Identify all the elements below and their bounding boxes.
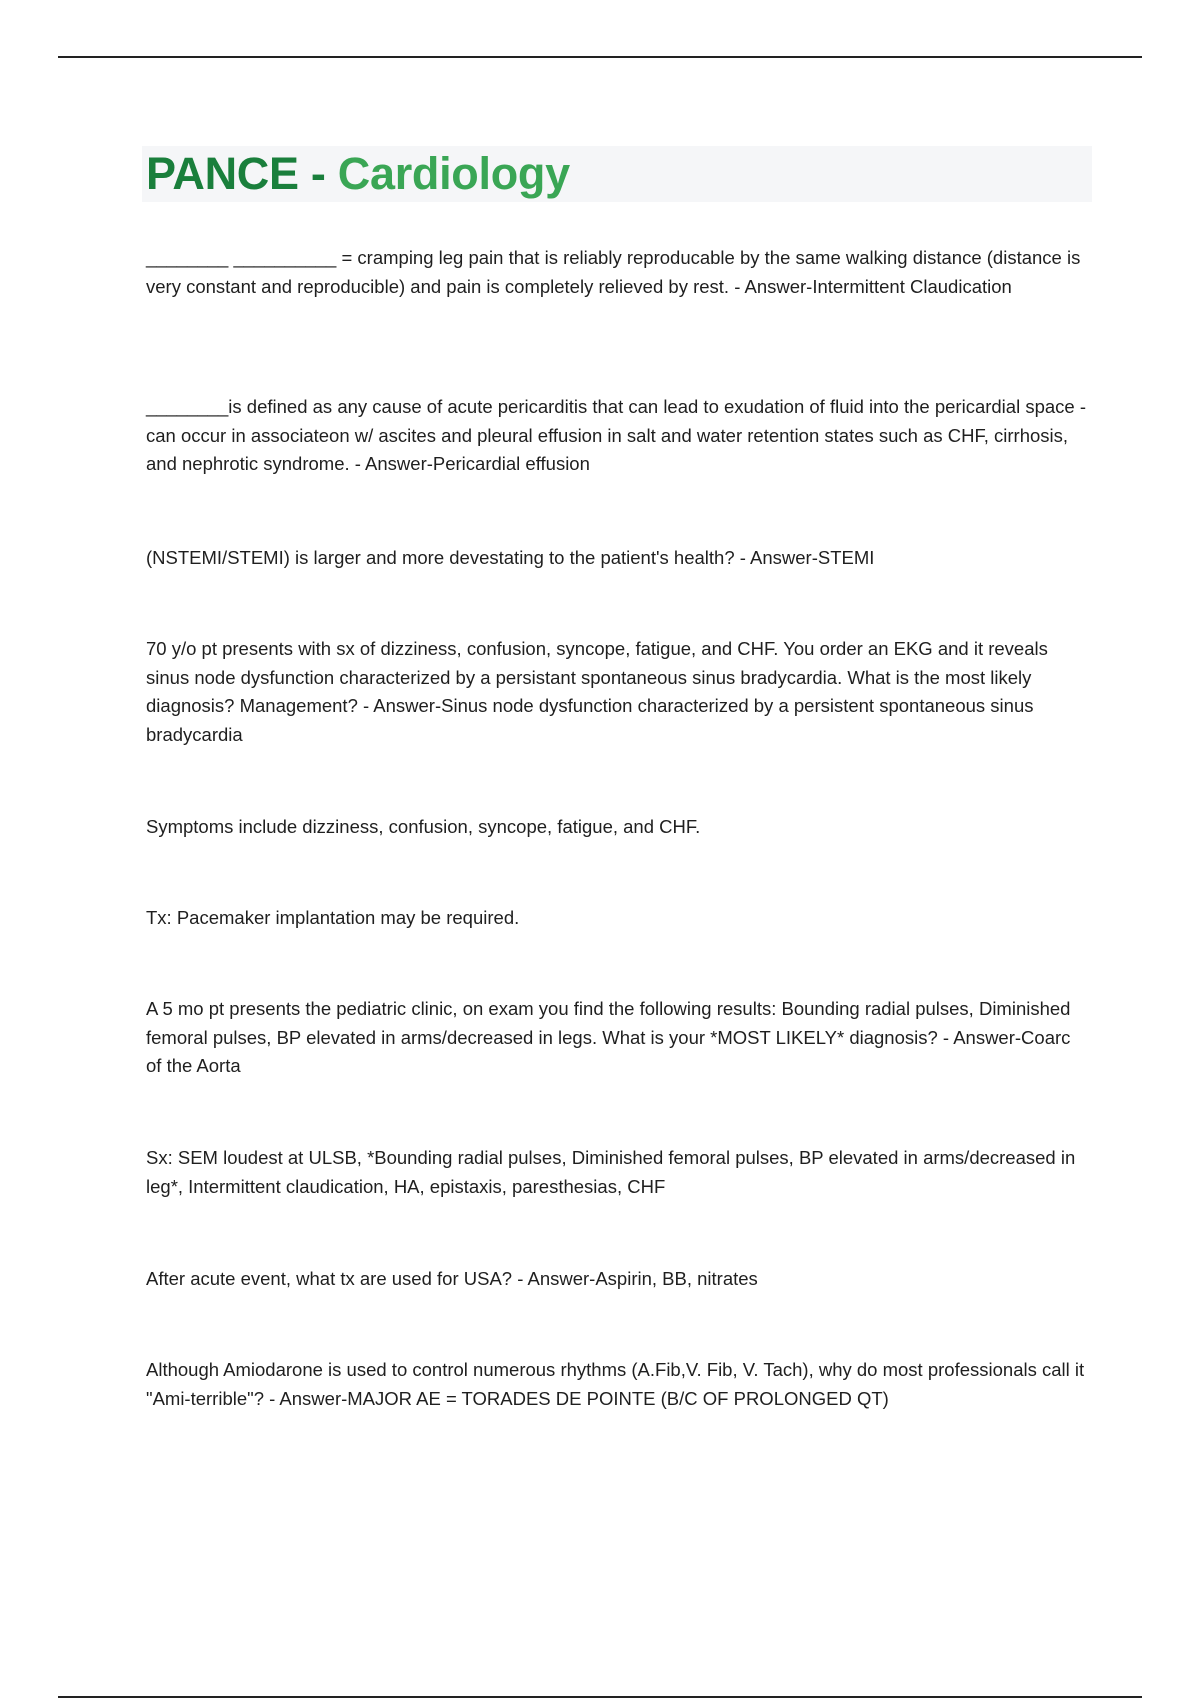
title-topic: Cardiology (337, 148, 570, 199)
flashcard-entry: 70 y/o pt presents with sx of dizziness, confusion, syncope, fatigue, and CHF. You order an EKG and it reveals sinus node dysfunction characterized by a persistant spontaneous sinus bradycardia. What is the most likely diagnosis? Management? - Answer-Sinus node dysfunction characterized by a persistent spontaneous sinus bradycardia (146, 638, 1048, 745)
title-separator: - (298, 148, 338, 199)
flashcard-entry: ________is defined as any cause of acute pericarditis that can lead to exudation of fluid into the pericardial space - can occur in associateon w/ ascites and pleural effusion in salt and water retention states such as CHF, cirrhosis, and nephrotic syndrome. - Answer-Pericardial effusion (146, 396, 1086, 474)
footer-rule (58, 1696, 1142, 1698)
flashcard-entry: (NSTEMI/STEMI) is larger and more devestating to the patient's health? - Answer-STEMI (146, 547, 875, 568)
flashcard-entry: ________ __________ = cramping leg pain that is reliably reproducable by the same walking distance (distance is very constant and reproducible) and pain is completely relieved by rest. - Answer-Intermittent Claudication (146, 247, 1081, 297)
title-subject: PANCE (146, 148, 299, 199)
flashcard-entry: Tx: Pacemaker implantation may be required. (146, 907, 520, 928)
flashcard-entry: Although Amiodarone is used to control numerous rhythms (A.Fib,V. Fib, V. Tach), why do most professionals call it "Ami-terrible"? - Answer-MAJOR AE = TORADES DE POINTE (B/C OF PROLONGED QT) (146, 1359, 1085, 1409)
header-rule (58, 56, 1142, 58)
flashcard-entry: After acute event, what tx are used for USA? - Answer-Aspirin, BB, nitrates (146, 1268, 758, 1289)
flashcard-entry: Sx: SEM loudest at ULSB, *Bounding radial pulses, Diminished femoral pulses, BP elevated in arms/decreased in leg*, Intermittent claudication, HA, epistaxis, paresthesias, CHF (146, 1147, 1076, 1197)
flashcard-entry: A 5 mo pt presents the pediatric clinic, on exam you find the following results: Bounding radial pulses, Diminished femoral pulses, BP elevated in arms/decreased in legs. What is your *MOST LIKELY* diagnosis? - Answer-Coarc of the Aorta (146, 998, 1071, 1076)
flashcard-entry: Symptoms include dizziness, confusion, syncope, fatigue, and CHF. (146, 816, 701, 837)
document-title (146, 147, 570, 201)
